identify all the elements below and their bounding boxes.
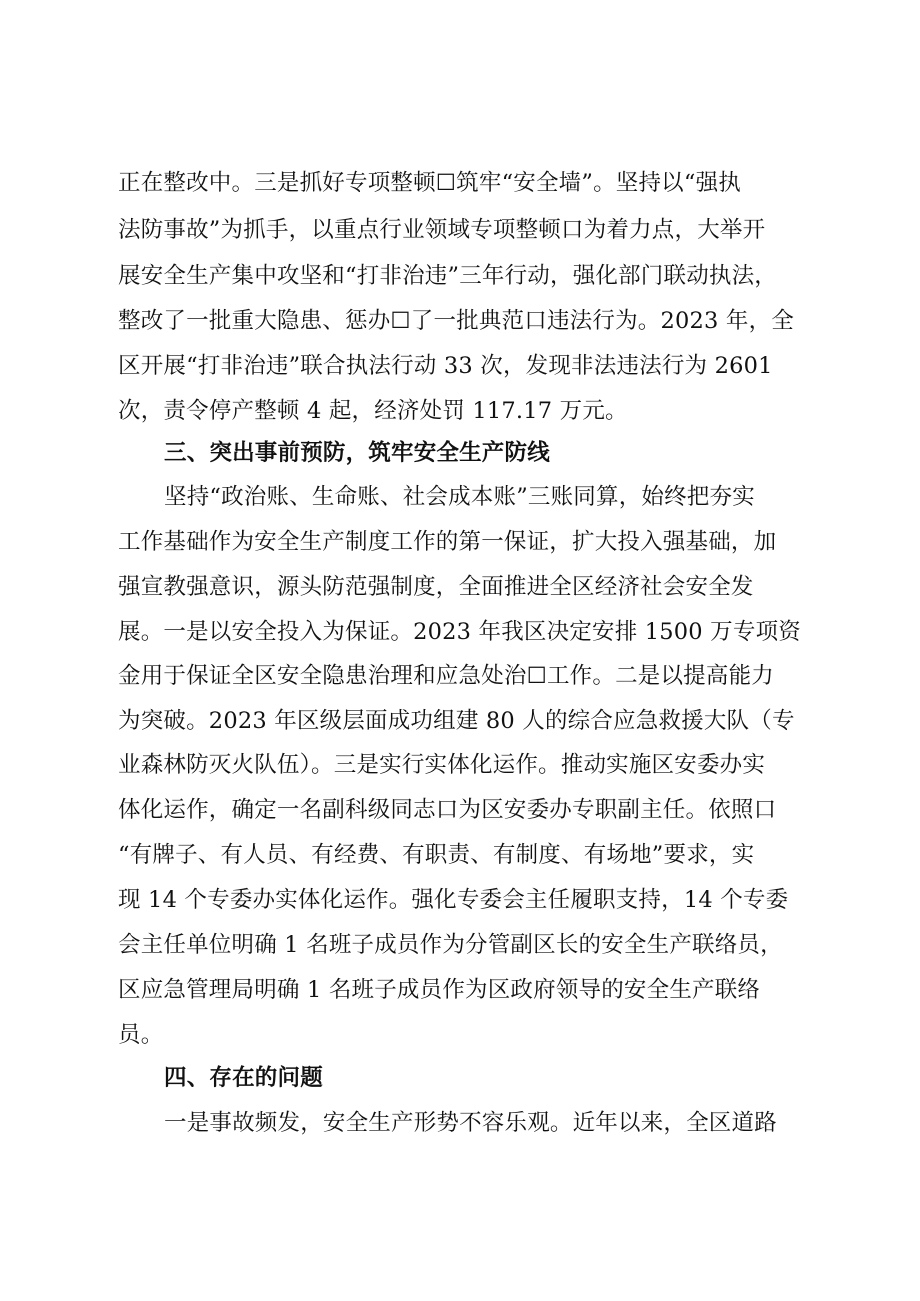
paragraph-2-line-5: 金用于保证全区安全隐患治理和应急处治☐工作。二是以提高能力 bbox=[118, 663, 774, 689]
paragraph-2-line-11: 会主任单位明确 1 名班子成员作为分管副区长的安全生产联络员， bbox=[118, 932, 783, 958]
paragraph-2-line-1: 坚持“政治账、生命账、社会成本账”三账同算，始终把夯实 bbox=[164, 484, 755, 510]
paragraph-3-line-1: 一是事故频发，安全生产形势不容乐观。近年以来，全区道路 bbox=[164, 1110, 777, 1136]
paragraph-2-line-9: “有牌子、有人员、有经费、有职责、有制度、有场地”要求，实 bbox=[118, 842, 755, 868]
paragraph-1-line-1: 正在整改中。三是抓好专项整顿☐筑牢“安全墙”。坚持以“强执 bbox=[118, 170, 741, 196]
paragraph-1-line-5: 区开展“打非治违”联合执法行动 33 次，发现非法违法行为 2601 bbox=[118, 353, 773, 379]
section-heading-3: 三、突出事前预防，筑牢安全生产防线 bbox=[164, 440, 550, 466]
paragraph-1-line-6: 次，责令停产整顿 4 起，经济处罚 117.17 万元。 bbox=[118, 398, 628, 424]
paragraph-2-line-10: 现 14 个专委办实体化运作。强化专委会主任履职支持，14 个专委 bbox=[118, 887, 789, 913]
paragraph-2-line-3: 强宣教强意识，源头防范强制度，全面推进全区经济社会安全发 bbox=[118, 574, 754, 600]
paragraph-2-line-6: 为突破。2023 年区级层面成功组建 80 人的综合应急救援大队（专 bbox=[118, 708, 795, 734]
paragraph-2-line-7: 业森林防灭火队伍）。三是实行实体化运作。推动实施区安委办实 bbox=[118, 752, 766, 778]
paragraph-2-line-12: 区应急管理局明确 1 名班子成员作为区政府领导的安全生产联络 bbox=[118, 977, 761, 1003]
paragraph-2-line-4: 展。一是以安全投入为保证。2023 年我区决定安排 1500 万专项资 bbox=[118, 619, 801, 645]
paragraph-1-line-2: 法防事故”为抓手，以重点行业领域专项整顿口为着力点，大举开 bbox=[118, 217, 766, 243]
paragraph-1-line-3: 展安全生产集中攻坚和“打非治违”三年行动，强化部门联动执法， bbox=[118, 263, 778, 289]
section-heading-4: 四、存在的问题 bbox=[164, 1065, 323, 1091]
paragraph-2-line-2: 工作基础作为安全生产制度工作的第一保证，扩大投入强基础，加 bbox=[118, 529, 777, 555]
paragraph-2-line-8: 体化运作，确定一名副科级同志口为区安委办专职副主任。依照口 bbox=[118, 797, 777, 823]
paragraph-2-line-13: 员。 bbox=[118, 1022, 164, 1048]
paragraph-1-line-4: 整改了一批重大隐患、惩办☐了一批典范口违法行为。2023 年，全 bbox=[118, 308, 794, 334]
